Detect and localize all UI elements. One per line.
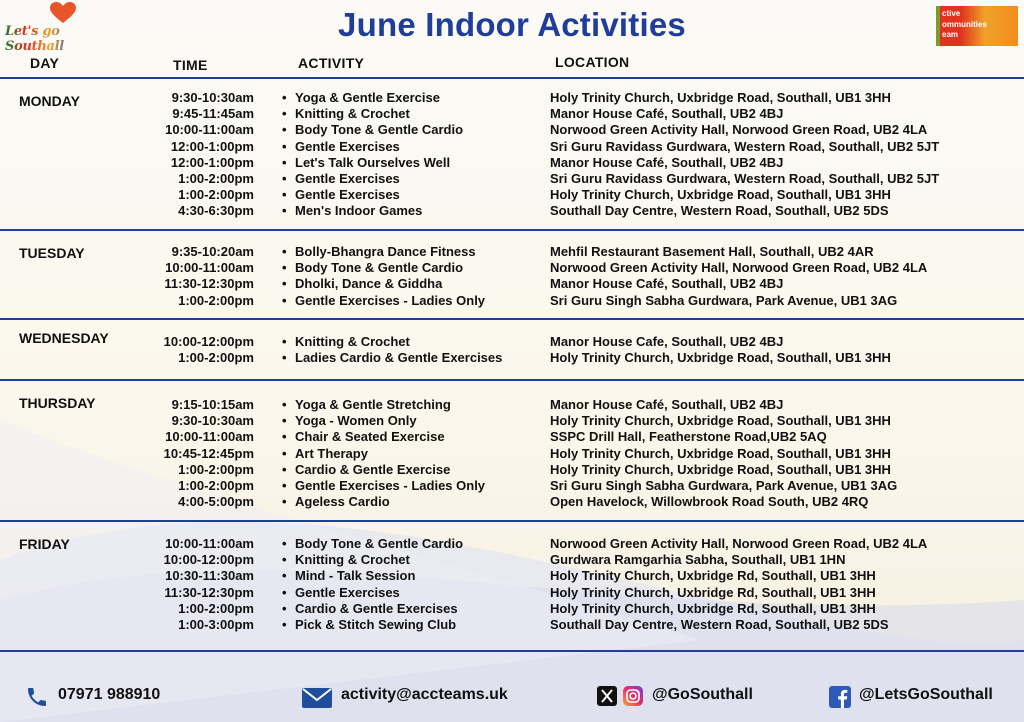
session-activity: Gentle Exercises - Ladies Only xyxy=(295,478,486,493)
session-row xyxy=(0,585,1024,601)
facebook-icon[interactable] xyxy=(829,686,851,708)
session-time: 1:00-2:00pm xyxy=(178,171,254,186)
session-row xyxy=(0,429,1024,445)
session-row xyxy=(0,139,1024,155)
session-time: 9:30-10:30am xyxy=(171,90,254,105)
bullet-icon: • xyxy=(282,600,287,616)
session-time: 9:35-10:20am xyxy=(171,244,254,259)
session-activity: Cardio & Gentle Exercise xyxy=(295,461,451,477)
bullet-icon: • xyxy=(282,260,287,276)
session-activity: Body Tone & Gentle Cardio xyxy=(295,536,464,551)
instagram-icon[interactable] xyxy=(623,686,643,706)
day-divider xyxy=(0,379,1024,381)
day-divider xyxy=(0,229,1024,231)
session-location: SSPC Drill Hall, Featherstone Road,UB2 5AQ xyxy=(550,429,827,445)
session-row xyxy=(0,494,1024,510)
session-time: 9:45-11:45am xyxy=(172,106,254,122)
session-location: Sri Guru Singh Sabha Gurdwara, Park Avenue, UB1 3AG xyxy=(550,478,898,493)
session-activity: Yoga & Gentle Stretching xyxy=(295,397,451,412)
session-time: 10:00-12:00pm xyxy=(163,334,254,349)
bullet-icon: • xyxy=(282,617,287,632)
session-row xyxy=(0,276,1024,292)
session-location: Holy Trinity Church, Uxbridge Rd, Southall, UB1 3HH xyxy=(550,568,876,584)
session-time: 10:00-11:00am xyxy=(165,429,254,445)
session-time: 11:30-12:30pm xyxy=(164,584,254,600)
logo-right-line-3: eam xyxy=(942,30,959,39)
session-time: 10:00-12:00pm xyxy=(163,552,254,568)
session-activity: Gentle Exercises xyxy=(295,171,400,186)
session-row xyxy=(0,446,1024,462)
session-row xyxy=(0,552,1024,568)
bullet-icon: • xyxy=(282,154,287,170)
session-row xyxy=(0,171,1024,187)
session-time: 1:00-2:00pm xyxy=(178,461,254,477)
session-location: Manor House Cafe, Southall, UB2 4BJ xyxy=(550,334,784,349)
footer-facebook[interactable]: @LetsGoSouthall xyxy=(859,686,993,703)
session-activity: Body Tone & Gentle Cardio xyxy=(295,260,464,276)
session-activity: Mind - Talk Session xyxy=(295,568,416,584)
header-divider xyxy=(0,77,1024,79)
bullet-icon: • xyxy=(282,244,287,259)
session-location: Holy Trinity Church, Uxbridge Road, Southall, UB1 3HH xyxy=(550,90,891,105)
logo-right-line-2: ommunities xyxy=(942,19,987,29)
bullet-icon: • xyxy=(282,445,287,461)
session-row xyxy=(0,568,1024,584)
session-row xyxy=(0,536,1024,552)
column-header-location: LOCATION xyxy=(555,54,630,70)
session-activity: Art Therapy xyxy=(295,445,368,461)
session-time: 1:00-2:00pm xyxy=(178,478,254,493)
bullet-icon: • xyxy=(282,461,287,477)
session-location: Holy Trinity Church, Uxbridge Rd, Southall, UB1 3HH xyxy=(550,600,876,616)
day-label-monday: MONDAY xyxy=(19,93,80,109)
session-time: 4:30-6:30pm xyxy=(178,203,254,219)
session-activity: Knitting & Crochet xyxy=(295,106,410,122)
bullet-icon: • xyxy=(282,494,287,510)
session-row xyxy=(0,350,1024,366)
bullet-icon: • xyxy=(282,552,287,568)
logo-right-line-1: ctive xyxy=(942,9,961,18)
session-time: 1:00-2:00pm xyxy=(178,292,254,308)
session-time: 9:30-10:30am xyxy=(171,413,254,429)
session-row xyxy=(0,203,1024,219)
session-location: Holy Trinity Church, Uxbridge Road, Southall, UB1 3HH xyxy=(550,445,891,461)
session-activity: Men's Indoor Games xyxy=(295,203,423,219)
session-location: Sri Guru Ravidass Gurdwara, Western Road, Southall, UB2 5JT xyxy=(550,138,940,154)
session-activity: Dholki, Dance & Giddha xyxy=(295,276,443,292)
session-location: Manor House Café, Southall, UB2 4BJ xyxy=(550,154,784,170)
session-location: Gurdwara Ramgarhia Sabha, Southall, UB1 1HN xyxy=(550,552,846,568)
day-label-tuesday: TUESDAY xyxy=(19,245,85,261)
session-time: 1:00-2:00pm xyxy=(178,600,254,616)
footer-social-handle[interactable]: @GoSouthall xyxy=(652,686,753,703)
logo-left-text: Let's go Southall xyxy=(5,24,94,54)
session-row xyxy=(0,617,1024,633)
day-label-wednesday: WEDNESDAY xyxy=(19,330,109,346)
session-location: Mehfil Restaurant Basement Hall, Southall, UB2 4AR xyxy=(550,244,874,259)
session-time: 12:00-1:00pm xyxy=(170,138,254,154)
session-row xyxy=(0,334,1024,350)
session-time: 1:00-2:00pm xyxy=(178,350,254,366)
session-row xyxy=(0,244,1024,260)
bullet-icon: • xyxy=(282,397,287,412)
email-icon xyxy=(302,688,332,708)
column-header-day: DAY xyxy=(30,55,60,71)
session-location: Holy Trinity Church, Uxbridge Road, Southall, UB1 3HH xyxy=(550,461,891,477)
session-row xyxy=(0,413,1024,429)
bullet-icon: • xyxy=(282,203,287,219)
bullet-icon: • xyxy=(282,584,287,600)
session-time: 11:30-12:30pm xyxy=(164,276,254,292)
bullet-icon: • xyxy=(282,292,287,308)
session-location: Holy Trinity Church, Uxbridge Road, Southall, UB1 3HH xyxy=(550,350,891,366)
session-row xyxy=(0,478,1024,494)
session-time: 12:00-1:00pm xyxy=(170,154,254,170)
session-activity: Let's Talk Ourselves Well xyxy=(295,154,451,170)
session-location: Holy Trinity Church, Uxbridge Road, Southall, UB1 3HH xyxy=(550,413,891,429)
session-row xyxy=(0,122,1024,138)
day-label-thursday: THURSDAY xyxy=(19,395,96,411)
session-row xyxy=(0,260,1024,276)
session-location: Southall Day Centre, Western Road, Southall, UB2 5DS xyxy=(550,203,889,219)
day-divider xyxy=(0,318,1024,320)
bullet-icon: • xyxy=(282,334,287,349)
session-activity: Gentle Exercises xyxy=(295,138,400,154)
session-location: Manor House Café, Southall, UB2 4BJ xyxy=(550,276,784,292)
session-row xyxy=(0,155,1024,171)
session-location: Norwood Green Activity Hall, Norwood Green Road, UB2 4LA xyxy=(550,122,928,138)
active-communities-team-logo xyxy=(936,6,1018,46)
session-activity: Pick & Stitch Sewing Club xyxy=(295,617,457,632)
session-activity: Chair & Seated Exercise xyxy=(295,429,445,445)
bullet-icon: • xyxy=(282,478,287,493)
session-activity: Body Tone & Gentle Cardio xyxy=(295,122,464,138)
session-time: 9:15-10:15am xyxy=(171,397,254,412)
session-location: Manor House Café, Southall, UB2 4BJ xyxy=(550,106,784,122)
session-activity: Knitting & Crochet xyxy=(295,552,410,568)
column-header-activity: ACTIVITY xyxy=(298,55,365,71)
session-row xyxy=(0,90,1024,106)
session-row xyxy=(0,106,1024,122)
phone-icon xyxy=(25,685,49,709)
session-location: Norwood Green Activity Hall, Norwood Green Road, UB2 4LA xyxy=(550,260,928,276)
session-row xyxy=(0,601,1024,617)
session-location: Manor House Café, Southall, UB2 4BJ xyxy=(550,397,784,412)
session-location: Holy Trinity Church, Uxbridge Rd, Southall, UB1 3HH xyxy=(550,584,876,600)
session-row xyxy=(0,187,1024,203)
bullet-icon: • xyxy=(282,276,287,292)
session-row xyxy=(0,462,1024,478)
session-time: 10:00-11:00am xyxy=(165,260,254,276)
session-location: Open Havelock, Willowbrook Road South, UB2 4RQ xyxy=(550,494,869,510)
footer-email[interactable]: activity@accteams.uk xyxy=(341,686,508,703)
bullet-icon: • xyxy=(282,568,287,584)
day-label-friday: FRIDAY xyxy=(19,536,70,552)
session-activity: Yoga - Women Only xyxy=(295,413,417,429)
x-logo-icon[interactable] xyxy=(597,686,617,706)
page-title: June Indoor Activities xyxy=(338,6,686,43)
session-activity: Bolly-Bhangra Dance Fitness xyxy=(295,244,476,259)
footer-phone[interactable]: 07971 988910 xyxy=(58,686,161,703)
session-location: Norwood Green Activity Hall, Norwood Green Road, UB2 4LA xyxy=(550,536,928,551)
session-row xyxy=(0,293,1024,309)
session-location: Sri Guru Singh Sabha Gurdwara, Park Avenue, UB1 3AG xyxy=(550,292,898,308)
bullet-icon: • xyxy=(282,187,287,203)
bullet-icon: • xyxy=(282,122,287,138)
column-header-time: TIME xyxy=(173,57,208,73)
bullet-icon: • xyxy=(282,138,287,154)
session-time: 10:45-12:45pm xyxy=(163,445,254,461)
session-activity: Ageless Cardio xyxy=(295,494,390,510)
session-activity: Cardio & Gentle Exercises xyxy=(295,600,458,616)
day-divider xyxy=(0,520,1024,522)
bullet-icon: • xyxy=(282,429,287,445)
bullet-icon: • xyxy=(282,90,287,105)
session-time: 4:00-5:00pm xyxy=(178,494,254,510)
session-location: Holy Trinity Church, Uxbridge Road, Southall, UB1 3HH xyxy=(550,187,891,203)
session-row xyxy=(0,397,1024,413)
session-activity: Ladies Cardio & Gentle Exercises xyxy=(295,350,503,366)
session-time: 1:00-3:00pm xyxy=(178,617,254,632)
session-location: Sri Guru Ravidass Gurdwara, Western Road, Southall, UB2 5JT xyxy=(550,171,940,186)
session-location: Southall Day Centre, Western Road, Southall, UB2 5DS xyxy=(550,617,889,632)
session-time: 10:30-11:30am xyxy=(165,568,254,584)
bullet-icon: • xyxy=(282,106,287,122)
session-time: 10:00-11:00am xyxy=(165,536,254,551)
session-activity: Gentle Exercises - Ladies Only xyxy=(295,292,486,308)
bullet-icon: • xyxy=(282,536,287,551)
session-activity: Knitting & Crochet xyxy=(295,334,410,349)
bullet-icon: • xyxy=(282,171,287,186)
bullet-icon: • xyxy=(282,413,287,429)
session-time: 1:00-2:00pm xyxy=(178,187,254,203)
bullet-icon: • xyxy=(282,350,287,366)
session-activity: Yoga & Gentle Exercise xyxy=(295,90,440,105)
logo-right-accent xyxy=(936,6,940,46)
session-activity: Gentle Exercises xyxy=(295,584,400,600)
session-activity: Gentle Exercises xyxy=(295,187,400,203)
session-time: 10:00-11:00am xyxy=(165,122,254,138)
footer-divider xyxy=(0,650,1024,652)
